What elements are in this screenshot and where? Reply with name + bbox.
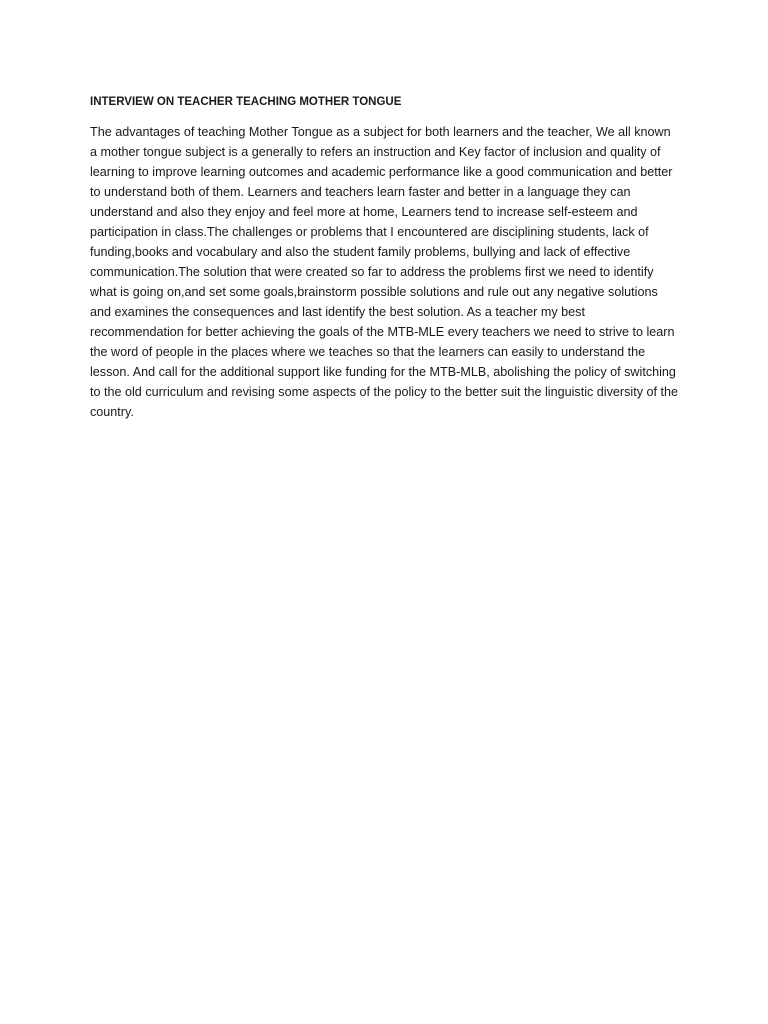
- document-title: INTERVIEW ON TEACHER TEACHING MOTHER TONGUE: [90, 96, 402, 108]
- document-content: [90, 94, 680, 422]
- document-body-paragraph: The advantages of teaching Mother Tongue as a subject for both learners and the teacher, We all known a mother tongue subject is a generally to refers an instruction and Key factor of inclusion and quality of learning to improve learning outcomes and academic performance like a good communication and better to understand both of them. Learners and teachers learn faster and better in a language they can understand and also they enjoy and feel more at home, Learners tend to increase self-esteem and participation in class.The challenges or problems that I encountered are disciplining students, lack of funding,books and vocabulary and also the student family problems, bullying and lack of effective communication.The solution that were created so far to address the problems first we need to identify what is going on,and set some goals,brainstorm possible solutions and rule out any negative solutions and examines the consequences and last identify the best solution. As a teacher my best recommendation for better achieving the goals of the MTB-MLE every teachers we need to strive to learn the word of people in the places where we teaches so that the learners can easily to understand the lesson. And call for the additional support like funding for the MTB-MLB, abolishing the policy of switching to the old curriculum and revising some aspects of the policy to the better suit the linguistic diversity of the country.: [90, 125, 679, 419]
